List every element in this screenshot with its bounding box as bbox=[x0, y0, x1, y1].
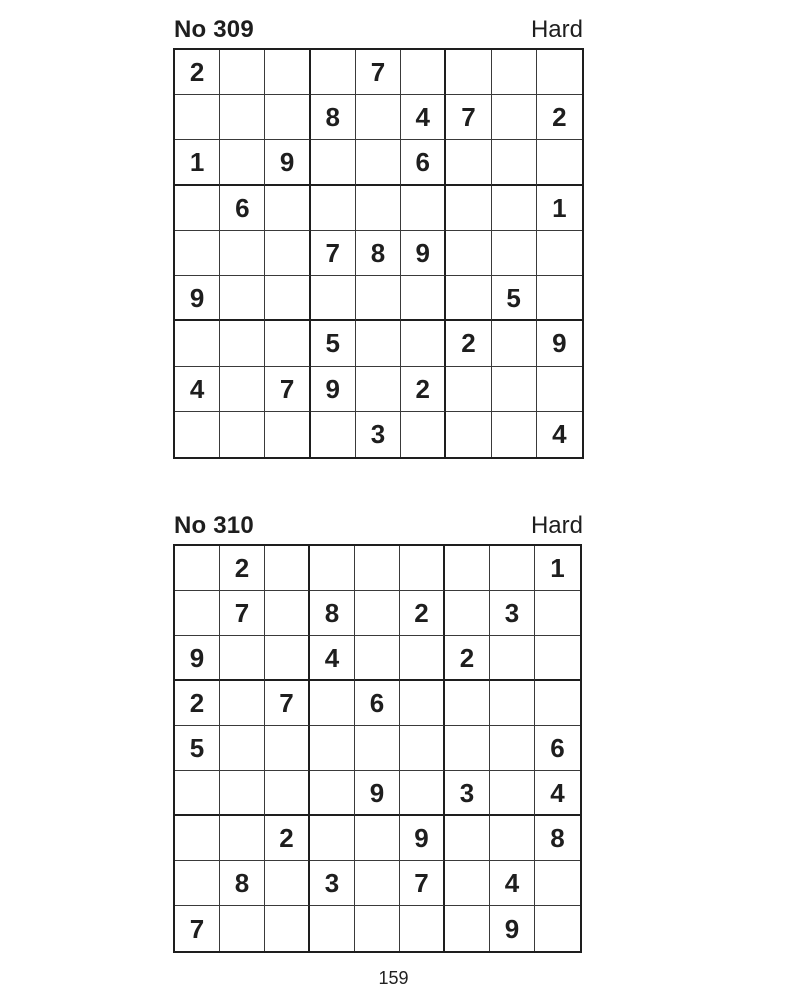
cell-value: 7 bbox=[279, 373, 295, 404]
sudoku-cell bbox=[446, 95, 491, 140]
sudoku-cell bbox=[310, 726, 355, 771]
sudoku-cell bbox=[356, 412, 401, 457]
sudoku-cell bbox=[446, 231, 491, 276]
sudoku-cell bbox=[265, 726, 310, 771]
sudoku-cell bbox=[265, 906, 310, 951]
sudoku-cell bbox=[310, 636, 355, 681]
sudoku-cell bbox=[311, 95, 356, 140]
cell-value: 2 bbox=[552, 102, 567, 133]
cell-value: 8 bbox=[324, 598, 340, 628]
cell-value: 4 bbox=[189, 373, 205, 404]
sudoku-cell bbox=[401, 95, 446, 140]
cell-value: 6 bbox=[415, 147, 430, 178]
cell-value: 3 bbox=[504, 598, 520, 628]
sudoku-cell bbox=[445, 681, 490, 726]
cell-value: 2 bbox=[189, 688, 205, 718]
sudoku-cell bbox=[492, 276, 537, 321]
sudoku-cell bbox=[265, 412, 310, 457]
cell-value: 8 bbox=[325, 102, 340, 133]
cell-value: 8 bbox=[370, 237, 386, 268]
sudoku-cell bbox=[492, 412, 537, 457]
sudoku-cell bbox=[310, 861, 355, 906]
cell-value: 7 bbox=[325, 237, 340, 268]
sudoku-cell bbox=[355, 726, 400, 771]
sudoku-cell bbox=[220, 231, 265, 276]
sudoku-cell bbox=[535, 591, 580, 636]
sudoku-cell bbox=[220, 681, 265, 726]
cell-value: 2 bbox=[415, 373, 430, 404]
sudoku-cell bbox=[356, 367, 401, 412]
cell-value: 4 bbox=[504, 868, 520, 898]
cell-value: 4 bbox=[324, 642, 340, 673]
sudoku-cell bbox=[537, 50, 582, 95]
sudoku-cell bbox=[311, 186, 356, 231]
cell-value: 2 bbox=[234, 553, 250, 583]
puzzle-header bbox=[173, 14, 584, 48]
sudoku-cell bbox=[537, 321, 582, 366]
sudoku-cell bbox=[445, 861, 490, 906]
sudoku-cell bbox=[311, 231, 356, 276]
sudoku-cell bbox=[265, 546, 310, 591]
cell-value: 3 bbox=[370, 419, 386, 450]
sudoku-cell bbox=[537, 231, 582, 276]
sudoku-cell bbox=[490, 906, 535, 951]
puzzle-header bbox=[173, 510, 584, 544]
sudoku-cell bbox=[265, 771, 310, 816]
sudoku-cell bbox=[175, 367, 220, 412]
sudoku-cell bbox=[445, 906, 490, 951]
sudoku-cell bbox=[175, 771, 220, 816]
sudoku-cell bbox=[175, 726, 220, 771]
cell-value: 2 bbox=[279, 823, 294, 853]
sudoku-cell bbox=[265, 231, 310, 276]
sudoku-cell bbox=[220, 636, 265, 681]
cell-value: 5 bbox=[506, 282, 521, 313]
cell-value: 2 bbox=[414, 598, 429, 628]
cell-value: 7 bbox=[461, 102, 476, 133]
sudoku-cell bbox=[401, 276, 446, 321]
cell-value: 4 bbox=[550, 777, 565, 808]
sudoku-cell bbox=[220, 95, 265, 140]
cell-value: 1 bbox=[189, 147, 205, 178]
cell-value: 9 bbox=[552, 328, 567, 359]
sudoku-cell bbox=[400, 546, 445, 591]
sudoku-cell bbox=[265, 636, 310, 681]
sudoku-cell bbox=[492, 367, 537, 412]
sudoku-cell bbox=[310, 771, 355, 816]
sudoku-cell bbox=[490, 816, 535, 861]
cell-value: 7 bbox=[234, 598, 250, 628]
sudoku-cell bbox=[537, 140, 582, 185]
sudoku-cell bbox=[401, 412, 446, 457]
sudoku-cell bbox=[356, 231, 401, 276]
sudoku-cell bbox=[265, 367, 310, 412]
sudoku-cell bbox=[492, 321, 537, 366]
cell-value: 9 bbox=[414, 823, 429, 853]
sudoku-cell bbox=[401, 367, 446, 412]
cell-value: 9 bbox=[325, 373, 340, 404]
sudoku-cell bbox=[175, 186, 220, 231]
sudoku-cell bbox=[311, 367, 356, 412]
sudoku-cell bbox=[400, 591, 445, 636]
sudoku-cell bbox=[535, 816, 580, 861]
sudoku-cell bbox=[400, 681, 445, 726]
sudoku-cell bbox=[445, 816, 490, 861]
sudoku-cell bbox=[446, 321, 491, 366]
sudoku-cell bbox=[400, 771, 445, 816]
sudoku-cell bbox=[310, 906, 355, 951]
sudoku-cell bbox=[175, 861, 220, 906]
sudoku-cell bbox=[492, 95, 537, 140]
sudoku-cell bbox=[265, 861, 310, 906]
sudoku-cell bbox=[175, 546, 220, 591]
sudoku-cell bbox=[175, 276, 220, 321]
sudoku-cell bbox=[446, 140, 491, 185]
sudoku-cell bbox=[265, 276, 310, 321]
sudoku-puzzle-310 bbox=[173, 510, 584, 953]
sudoku-cell bbox=[445, 726, 490, 771]
sudoku-cell bbox=[220, 276, 265, 321]
sudoku-cell bbox=[490, 681, 535, 726]
sudoku-cell bbox=[490, 861, 535, 906]
puzzle-difficulty: Hard bbox=[530, 512, 583, 539]
sudoku-cell bbox=[175, 906, 220, 951]
sudoku-cell bbox=[175, 95, 220, 140]
sudoku-cell bbox=[537, 186, 582, 231]
sudoku-cell bbox=[311, 412, 356, 457]
sudoku-cell bbox=[445, 546, 490, 591]
sudoku-cell bbox=[492, 231, 537, 276]
sudoku-cell bbox=[355, 816, 400, 861]
sudoku-grid bbox=[173, 544, 582, 953]
sudoku-cell bbox=[355, 681, 400, 726]
sudoku-cell bbox=[490, 771, 535, 816]
sudoku-cell bbox=[400, 636, 445, 681]
sudoku-grid bbox=[173, 48, 584, 459]
sudoku-cell bbox=[311, 140, 356, 185]
sudoku-cell bbox=[355, 861, 400, 906]
sudoku-cell bbox=[175, 681, 220, 726]
cell-value: 8 bbox=[550, 823, 565, 853]
sudoku-cell bbox=[400, 906, 445, 951]
sudoku-cell bbox=[220, 771, 265, 816]
sudoku-cell bbox=[265, 681, 310, 726]
sudoku-cell bbox=[265, 140, 310, 185]
cell-value: 6 bbox=[550, 733, 565, 763]
sudoku-cell bbox=[446, 412, 491, 457]
sudoku-cell bbox=[537, 95, 582, 140]
sudoku-cell bbox=[445, 591, 490, 636]
sudoku-cell bbox=[401, 231, 446, 276]
sudoku-puzzle-309 bbox=[173, 14, 584, 459]
cell-value: 1 bbox=[552, 192, 567, 223]
sudoku-cell bbox=[446, 367, 491, 412]
sudoku-cell bbox=[355, 591, 400, 636]
sudoku-cell bbox=[175, 50, 220, 95]
sudoku-cell bbox=[535, 906, 580, 951]
sudoku-cell bbox=[537, 412, 582, 457]
sudoku-cell bbox=[356, 95, 401, 140]
cell-value: 2 bbox=[459, 642, 475, 673]
sudoku-cell bbox=[492, 140, 537, 185]
sudoku-cell bbox=[220, 140, 265, 185]
cell-value: 7 bbox=[189, 913, 205, 944]
sudoku-cell bbox=[535, 546, 580, 591]
sudoku-cell bbox=[445, 771, 490, 816]
sudoku-cell bbox=[401, 140, 446, 185]
sudoku-cell bbox=[401, 186, 446, 231]
sudoku-cell bbox=[401, 321, 446, 366]
sudoku-cell bbox=[355, 906, 400, 951]
puzzle-number: No 310 bbox=[174, 512, 254, 539]
sudoku-cell bbox=[310, 546, 355, 591]
sudoku-cell bbox=[220, 816, 265, 861]
sudoku-cell bbox=[355, 771, 400, 816]
cell-value: 9 bbox=[415, 237, 430, 268]
sudoku-cell bbox=[356, 50, 401, 95]
sudoku-cell bbox=[356, 321, 401, 366]
cell-value: 1 bbox=[550, 553, 565, 583]
sudoku-cell bbox=[265, 321, 310, 366]
cell-value: 4 bbox=[415, 102, 430, 133]
cell-value: 5 bbox=[189, 733, 205, 763]
sudoku-cell bbox=[220, 50, 265, 95]
sudoku-cell bbox=[535, 681, 580, 726]
sudoku-cell bbox=[175, 412, 220, 457]
sudoku-cell bbox=[175, 816, 220, 861]
sudoku-cell bbox=[310, 591, 355, 636]
cell-value: 6 bbox=[235, 192, 250, 223]
sudoku-cell bbox=[175, 231, 220, 276]
sudoku-cell bbox=[446, 50, 491, 95]
sudoku-cell bbox=[265, 186, 310, 231]
sudoku-cell bbox=[220, 726, 265, 771]
puzzle-number: No 309 bbox=[174, 16, 254, 43]
sudoku-cell bbox=[311, 321, 356, 366]
sudoku-cell bbox=[220, 591, 265, 636]
sudoku-cell bbox=[490, 636, 535, 681]
sudoku-cell bbox=[356, 276, 401, 321]
cell-value: 7 bbox=[414, 868, 429, 898]
cell-value: 9 bbox=[189, 282, 205, 313]
sudoku-cell bbox=[220, 367, 265, 412]
sudoku-cell bbox=[356, 140, 401, 185]
cell-value: 8 bbox=[234, 868, 250, 898]
sudoku-cell bbox=[220, 321, 265, 366]
sudoku-cell bbox=[220, 412, 265, 457]
cell-value: 9 bbox=[189, 642, 205, 673]
sudoku-cell bbox=[175, 591, 220, 636]
sudoku-cell bbox=[220, 186, 265, 231]
sudoku-cell bbox=[535, 636, 580, 681]
sudoku-cell bbox=[492, 50, 537, 95]
sudoku-cell bbox=[355, 636, 400, 681]
sudoku-cell bbox=[490, 591, 535, 636]
sudoku-cell bbox=[446, 276, 491, 321]
cell-value: 9 bbox=[279, 147, 295, 178]
sudoku-cell bbox=[400, 861, 445, 906]
sudoku-cell bbox=[265, 50, 310, 95]
cell-value: 3 bbox=[459, 777, 475, 808]
sudoku-cell bbox=[400, 726, 445, 771]
cell-value: 2 bbox=[189, 57, 205, 88]
cell-value: 6 bbox=[369, 688, 385, 718]
sudoku-cell bbox=[310, 681, 355, 726]
cell-value: 3 bbox=[324, 868, 340, 898]
sudoku-cell bbox=[535, 726, 580, 771]
page-number: 159 bbox=[378, 968, 409, 988]
sudoku-cell bbox=[265, 95, 310, 140]
sudoku-cell bbox=[535, 861, 580, 906]
sudoku-cell bbox=[355, 546, 400, 591]
sudoku-cell bbox=[356, 186, 401, 231]
cell-value: 7 bbox=[279, 688, 294, 718]
sudoku-cell bbox=[311, 50, 356, 95]
sudoku-cell bbox=[175, 636, 220, 681]
sudoku-cell bbox=[265, 591, 310, 636]
sudoku-cell bbox=[220, 546, 265, 591]
sudoku-cell bbox=[490, 726, 535, 771]
sudoku-cell bbox=[265, 816, 310, 861]
sudoku-cell bbox=[401, 50, 446, 95]
sudoku-cell bbox=[537, 276, 582, 321]
sudoku-cell bbox=[400, 816, 445, 861]
cell-value: 7 bbox=[370, 57, 386, 88]
sudoku-cell bbox=[175, 140, 220, 185]
cell-value: 4 bbox=[552, 419, 567, 450]
cell-value: 2 bbox=[461, 328, 476, 359]
cell-value: 9 bbox=[504, 913, 520, 944]
cell-value: 9 bbox=[369, 777, 385, 808]
sudoku-cell bbox=[492, 186, 537, 231]
sudoku-cell bbox=[220, 906, 265, 951]
sudoku-cell bbox=[220, 861, 265, 906]
sudoku-cell bbox=[490, 546, 535, 591]
sudoku-cell bbox=[311, 276, 356, 321]
sudoku-cell bbox=[175, 321, 220, 366]
sudoku-cell bbox=[535, 771, 580, 816]
sudoku-cell bbox=[537, 367, 582, 412]
puzzle-difficulty: Hard bbox=[530, 16, 583, 43]
cell-value: 5 bbox=[325, 328, 340, 359]
sudoku-cell bbox=[446, 186, 491, 231]
sudoku-cell bbox=[445, 636, 490, 681]
sudoku-cell bbox=[310, 816, 355, 861]
